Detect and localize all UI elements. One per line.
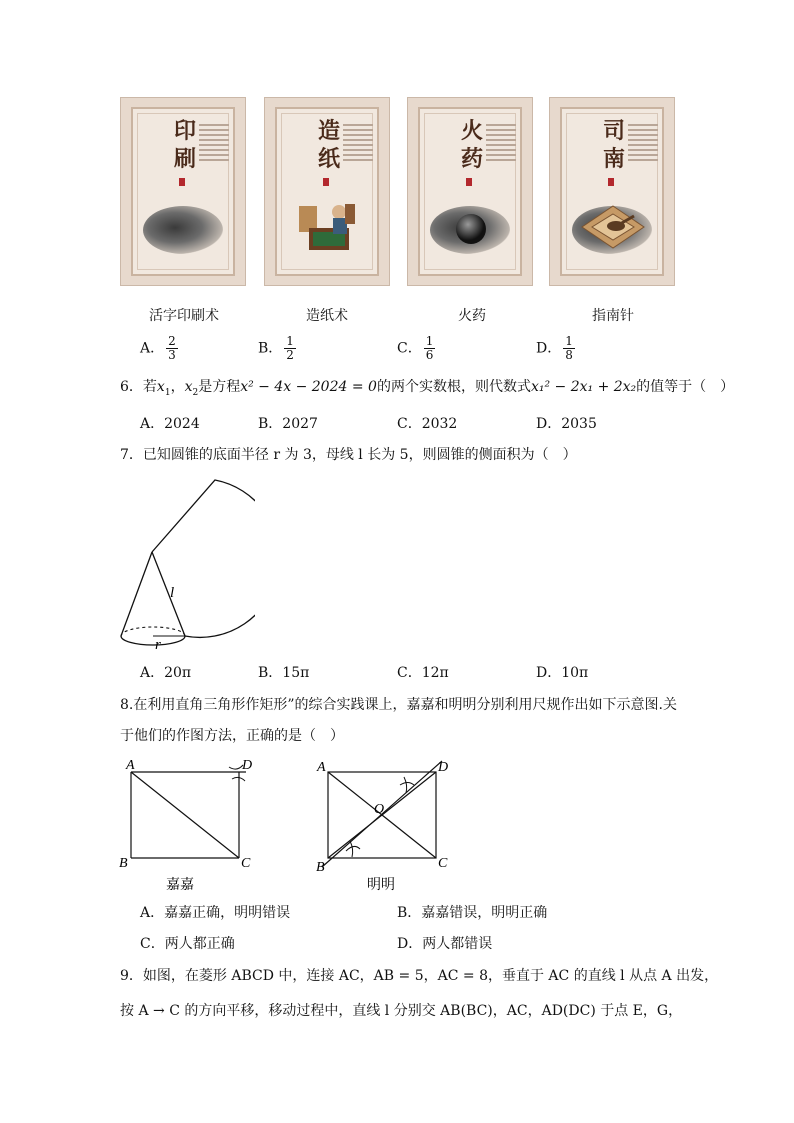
cone-right-edge (152, 552, 185, 636)
label-c: C (438, 856, 448, 871)
seal-icon (323, 178, 329, 186)
poster-title-char: 南 (602, 147, 625, 172)
figure-caption: 明明 (367, 878, 395, 893)
base-front (121, 636, 185, 645)
option-label: B． (258, 340, 283, 357)
q9-stem-line1: 9．如图，在菱形 ABCD 中，连接 AC，AB = 5，AC = 8，垂直于 AC 的直线 l 从点 A 出发， (120, 968, 719, 984)
label-b: B (316, 860, 325, 875)
label-c: C (241, 856, 251, 871)
caption-compass: 指南针 (592, 308, 634, 324)
option-label: D． (536, 340, 562, 357)
q8-option-a: A．嘉嘉正确，明明错误 (140, 905, 291, 921)
poster-text-lines (199, 124, 229, 164)
poster-title-char: 造 (317, 119, 340, 144)
figure-jiajia (115, 755, 260, 895)
label-r: r (155, 637, 161, 653)
poster-title (313, 118, 345, 174)
q7-option-b: B．15π (258, 665, 310, 681)
var-x2: x (184, 379, 193, 395)
q5-option-d (536, 335, 575, 362)
q8-option-c: C．两人都正确 (140, 936, 235, 952)
q5-option-a (140, 335, 178, 362)
poster-paper (264, 97, 390, 286)
poster-title (456, 118, 488, 174)
q6-option-b: B．2027 (258, 416, 318, 432)
q6-stem (120, 377, 734, 403)
caption-paper: 造纸术 (306, 308, 348, 324)
fraction-denominator: 3 (168, 348, 176, 362)
base-back (121, 627, 185, 636)
poster-title-char: 司 (602, 119, 625, 144)
q6-text: ， (170, 379, 185, 395)
label-o: O (374, 802, 385, 817)
fraction-denominator: 2 (286, 348, 294, 362)
poster-printing (120, 97, 246, 286)
compass-illustration (580, 202, 646, 252)
cone-left-edge (121, 552, 152, 636)
poster-title (598, 118, 630, 174)
papermaking-illustration (293, 198, 363, 260)
q7-option-d: D．10π (536, 665, 589, 681)
cone-diagram (115, 476, 255, 656)
fraction-denominator: 6 (425, 348, 434, 362)
fraction (424, 335, 436, 362)
q8-stem-line1: 8.在利用直角三角形作矩形”的综合实践课上，嘉嘉和明明分别利用尺规作出如下示意图.关 (120, 697, 677, 713)
printing-illustration (143, 206, 223, 254)
q7-stem: 7．已知圆锥的底面半径 r 为 3，母线 l 长为 5，则圆锥的侧面积为（ ） (120, 447, 577, 463)
fraction-denominator: 8 (565, 348, 573, 362)
q8-stem-line2: 于他们的作图方法，正确的是（ ） (120, 728, 344, 744)
fraction (284, 335, 296, 362)
bomb-illustration (456, 214, 486, 244)
poster-title-char: 纸 (317, 147, 340, 172)
poster-title-char: 印 (173, 119, 196, 144)
poster-text-lines (628, 124, 658, 164)
subscript: 1 (164, 387, 171, 398)
label-a: A (126, 758, 135, 773)
subscript: 2 (192, 387, 199, 398)
q7-option-a: A．20π (140, 665, 192, 681)
fraction (166, 335, 178, 362)
figure-mingming (312, 755, 462, 895)
fraction-numerator: 1 (565, 334, 573, 348)
label-b: B (119, 856, 128, 871)
label-a: A (317, 760, 326, 775)
poster-title-char: 药 (460, 147, 483, 172)
q6-equation: x² − 4x − 2024 = 0 (240, 379, 377, 395)
seal-icon (466, 178, 472, 186)
option-label: A． (140, 340, 165, 357)
fraction-numerator: 1 (286, 334, 294, 348)
poster-title (169, 118, 201, 174)
sector-arc (152, 480, 255, 637)
poster-title-char: 刷 (173, 147, 196, 172)
var-x1: x (156, 379, 165, 395)
figure-caption: 嘉嘉 (166, 878, 194, 893)
q6-expression: x₁² − 2x₁ + 2x₂ (530, 379, 637, 395)
seal-icon (608, 178, 614, 186)
q6-text: 6．若 (120, 379, 157, 395)
q8-option-b: B．嘉嘉错误，明明正确 (397, 905, 548, 921)
poster-text-lines (343, 124, 373, 164)
caption-printing: 活字印刷术 (149, 308, 219, 324)
q6-option-c: C．2032 (397, 416, 458, 432)
label-d: D (242, 758, 253, 773)
q9-stem-line2: 按 A → C 的方向平移，移动过程中，直线 l 分别交 AB(BC)，AC，AD(DC) 于点 E，G， (120, 1003, 683, 1019)
q5-option-b (258, 335, 296, 362)
q6-option-a: A．2024 (140, 416, 200, 432)
q6-text: 的值等于（ ） (636, 379, 735, 395)
q7-option-c: C．12π (397, 665, 449, 681)
q5-option-c (397, 335, 435, 362)
fraction-numerator: 2 (168, 334, 176, 348)
poster-text-lines (486, 124, 516, 164)
q8-option-d: D．两人都错误 (397, 936, 493, 952)
option-label: C． (397, 340, 422, 357)
poster-title-char: 火 (460, 119, 483, 144)
caption-gunpowder: 火药 (458, 308, 486, 324)
fraction (563, 335, 575, 362)
q6-option-d: D．2035 (536, 416, 597, 432)
poster-gunpowder (407, 97, 533, 286)
label-l: l (170, 585, 175, 601)
label-d: D (438, 760, 449, 775)
fraction-numerator: 1 (425, 334, 434, 348)
poster-compass (549, 97, 675, 286)
seal-icon (179, 178, 185, 186)
q6-text: 是方程 (198, 379, 241, 395)
q6-text: 的两个实数根，则代数式 (376, 379, 531, 395)
